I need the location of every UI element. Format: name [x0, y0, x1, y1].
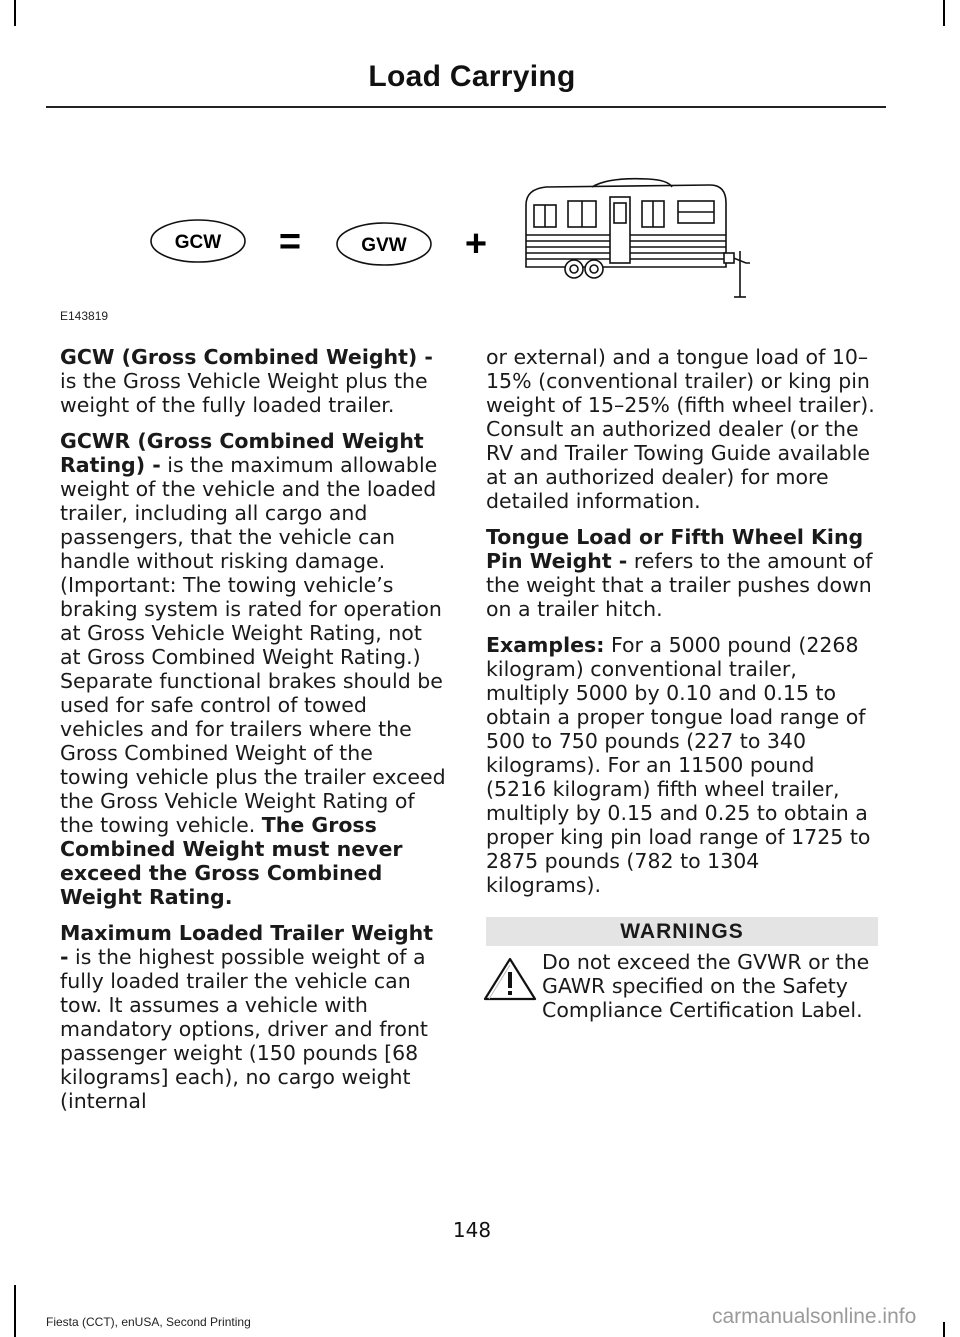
mltw-text: is the highest possible weight of a fully loaded trailer the vehicle can tow. It assumes a vehicle with mandatory options, driver and front passenger weight (150 pounds [68 kilograms] each), no cargo weight (internal [60, 945, 428, 1113]
page-number: 148 [452, 1218, 492, 1242]
warning-text: Do not exceed the GVWR or the GAWR specified on the Safety Compliance Certification Label. [542, 950, 870, 1022]
mltw-term: Maximum Loaded Trailer Weight - [60, 921, 434, 969]
watermark: carmanualsonline.info [712, 1305, 917, 1328]
warning-triangle-icon [482, 956, 538, 1002]
plus-symbol: + [464, 223, 488, 265]
figure-id: E143819 [60, 309, 109, 323]
gcwr-text: is the maximum allowable weight of the vehicle and the loaded trailer, including all cargo and passengers, that the vehicle can handle without risking damage. (Important: The towing vehicle’s braking system is rated for operation at Gross Vehicle Weight Rating, not at Gross Combined Weight Rating.) Separate functional brakes should be used for safe control of towed vehicles and for trailers where the Gross Combined Weight of the towing vehicle plus the trailer exceed the Gross Vehicle Weight Rating of the towing vehicle. [60, 453, 446, 837]
warnings-heading: WARNINGS [486, 917, 878, 946]
gcw-definition [60, 345, 448, 417]
footer-text: Fiesta (CCT), enUSA, Second Printing [46, 1315, 251, 1329]
crop-mark-top-right-v [943, 0, 945, 26]
tongue-load-term: Tongue Load or Fifth Wheel King Pin Weight - [486, 525, 864, 573]
mltw-definition [60, 921, 448, 1113]
gcw-label: GCW [174, 232, 222, 253]
gcwr-term: GCWR (Gross Combined Weight Rating) - [60, 429, 424, 477]
equals-symbol: = [278, 221, 302, 263]
gcwr-definition [60, 429, 448, 909]
gvw-label: GVW [361, 235, 407, 256]
warning-block [486, 950, 878, 1022]
crop-mark-bottom-left-v [14, 1285, 16, 1337]
page-title: Load Carrying [368, 60, 576, 93]
right-column [486, 345, 878, 1022]
crop-mark-top-left-v [14, 0, 16, 26]
tongue-load-definition [486, 525, 878, 621]
left-column [60, 345, 448, 1125]
gcw-text: is the Gross Vehicle Weight plus the weight of the fully loaded trailer. [60, 369, 428, 417]
mltw-continuation: or external) and a tongue load of 10–15% (conventional trailer) or king pin weight of 15–25% (fifth wheel trailer). Consult an authorized dealer (or the RV and Trailer Towing Guide available at an authorized dealer) for more detailed information. [486, 345, 875, 513]
gcw-term: GCW (Gross Combined Weight) - [60, 345, 433, 369]
gcwr-emphasis: The Gross Combined Weight must never exceed the Gross Combined Weight Rating. [60, 813, 403, 909]
tongue-load-text: refers to the amount of the weight that a trailer pushes down on a trailer hitch. [486, 549, 873, 621]
header-rule [46, 106, 886, 108]
gcw-equation-figure [148, 175, 758, 305]
travel-trailer-icon [526, 179, 750, 297]
gvw-oval [337, 223, 431, 265]
examples-text: For a 5000 pound (2268 kilogram) conventional trailer, multiply 5000 by 0.10 and 0.15 to obtain a proper tongue load range of 500 to 750 pounds (227 to 340 kilograms). For an 11500 pound (5216 kilogram) fifth wheel trailer, multiply by 0.15 and 0.25 to obtain a proper king pin load range of 1725 to 2875 pounds (782 to 1304 kilograms). [486, 633, 871, 897]
crop-mark-bottom-right-v [943, 1322, 945, 1337]
examples-paragraph [486, 633, 878, 897]
examples-term: Examples: [486, 633, 605, 657]
gcw-oval [151, 220, 245, 262]
